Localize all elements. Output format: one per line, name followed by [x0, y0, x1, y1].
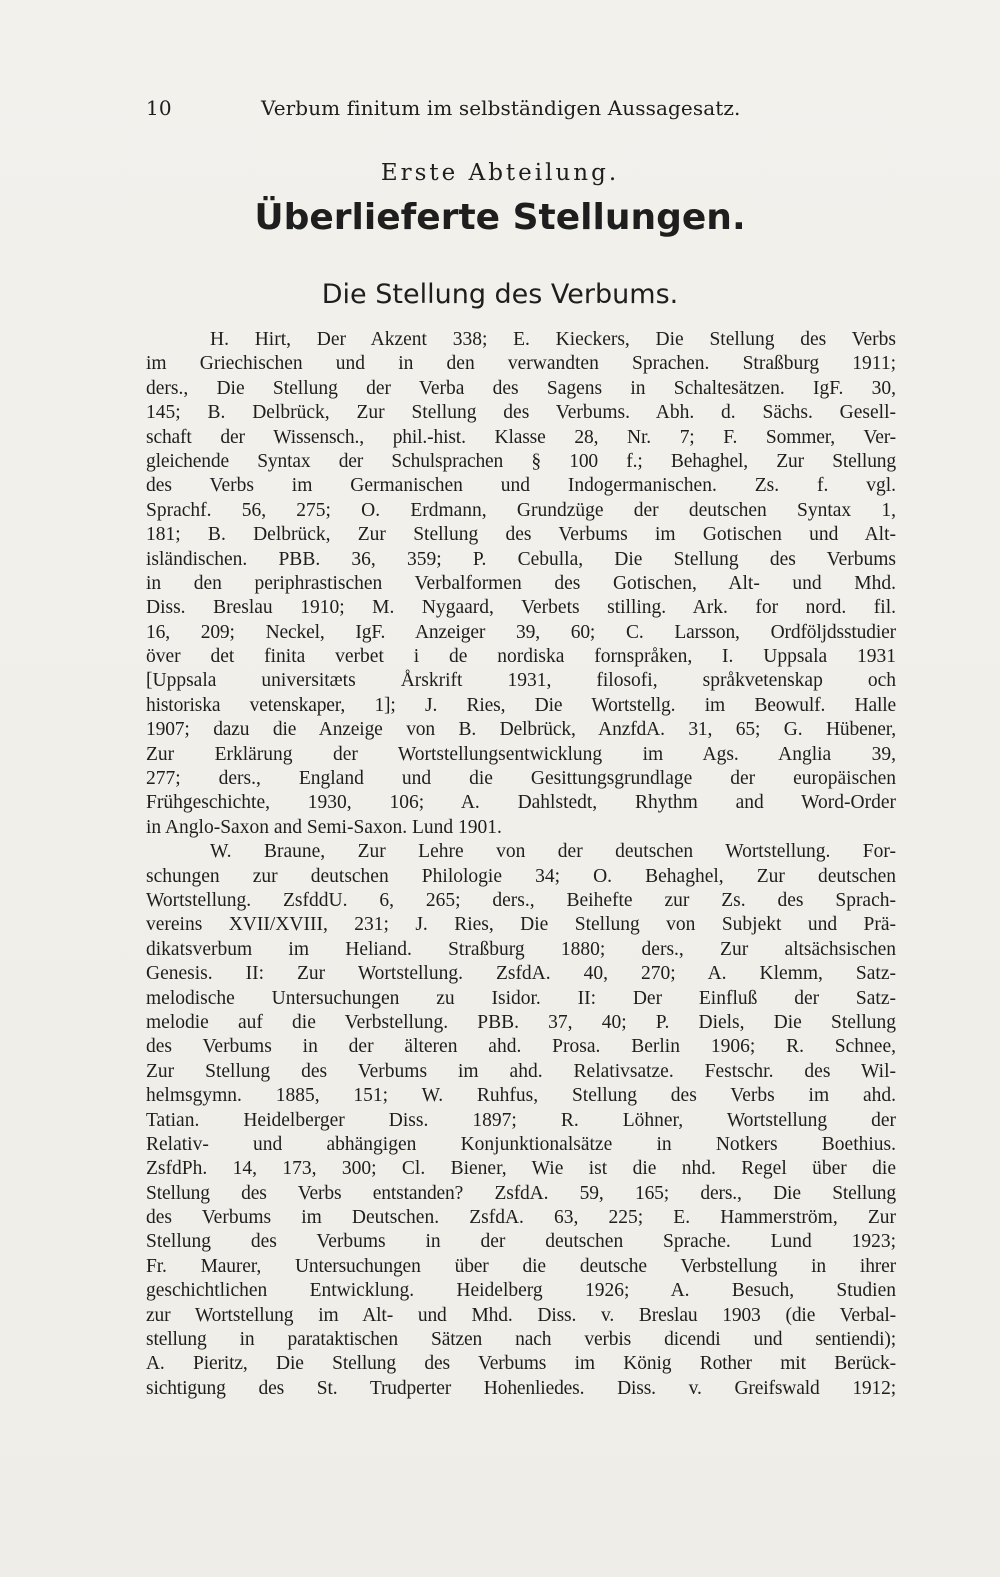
text-line: stellung in parataktischen Sätzen nach verbis dicendi und sentiendi); — [146, 1329, 896, 1351]
text-line: W. Braune, Zur Lehre von der deutschen Wortstellung. For- — [210, 841, 896, 863]
text-line: 181; B. Delbrück, Zur Stellung des Verbums im Gotischen und Alt- — [146, 524, 896, 546]
text-line: Zur Stellung des Verbums im ahd. Relativsatze. Festschr. des Wil- — [146, 1060, 896, 1082]
text-line: över det finita verbet i de nordiska fornspråken, I. Uppsala 1931 — [146, 646, 896, 668]
text-line: 277; ders., England und die Gesittungsgrundlage der europäischen — [146, 768, 896, 790]
text-line: Tatian. Heidelberger Diss. 1897; R. Löhner, Wortstellung der — [146, 1109, 896, 1131]
text-line: isländischen. PBB. 36, 359; P. Cebulla, Die Stellung des Verbums — [146, 548, 896, 570]
text-line: Stellung des Verbs entstanden? ZsfdA. 59, 165; ders., Die Stellung — [146, 1182, 896, 1204]
text-line: gleichende Syntax der Schulsprachen § 100 f.; Behaghel, Zur Stellung — [146, 450, 896, 472]
text-line: Relativ- und abhängigen Konjunktionalsätze in Notkers Boethius. — [146, 1133, 896, 1155]
text-line: in Anglo-Saxon and Semi-Saxon. Lund 1901. — [146, 816, 502, 838]
text-line: Wortstellung. ZsfddU. 6, 265; ders., Beihefte zur Zs. des Sprach- — [146, 889, 896, 911]
chapter-title: Überlieferte Stellungen. — [254, 197, 746, 238]
text-line: 145; B. Delbrück, Zur Stellung des Verbums. Abh. d. Sächs. Gesell- — [146, 402, 896, 424]
text-line: vereins XVII/XVIII, 231; J. Ries, Die Stellung von Subjekt und Prä- — [146, 914, 896, 936]
text-line: H. Hirt, Der Akzent 338; E. Kieckers, Die Stellung des Verbs — [210, 329, 896, 350]
text-line: Zur Erklärung der Wortstellungsentwicklung im Ags. Anglia 39, — [146, 743, 896, 765]
page-number: 10 — [146, 96, 172, 120]
text-line: melodie auf die Verbstellung. PBB. 37, 40; P. Diels, Die Stellung — [146, 1011, 896, 1033]
text-line: in den periphrastischen Verbalformen des Gotischen, Alt- und Mhd. — [146, 572, 896, 594]
paragraph — [146, 840, 896, 1401]
text-line: des Verbums in der älteren ahd. Prosa. Berlin 1906; R. Schnee, — [146, 1036, 896, 1058]
text-line: [Uppsala universitæts Årskrift 1931, filosofi, språkvetenskap och — [146, 670, 896, 692]
text-line: schungen zur deutschen Philologie 34; O. Behaghel, Zur deutschen — [146, 865, 896, 887]
text-line: Stellung des Verbums in der deutschen Sprache. Lund 1923; — [146, 1231, 896, 1253]
paragraph — [146, 328, 896, 840]
text-line: des Verbums im Deutschen. ZsfdA. 63, 225; E. Hammerström, Zur — [146, 1207, 896, 1229]
text-line: zur Wortstellung im Alt- und Mhd. Diss. v. Breslau 1903 (die Verbal- — [146, 1304, 896, 1326]
text-line: 1907; dazu die Anzeige von B. Delbrück, AnzfdA. 31, 65; G. Hübener, — [146, 719, 896, 741]
text-line: A. Pieritz, Die Stellung des Verbums im König Rother mit Berück- — [146, 1353, 896, 1375]
section-label: Erste Abteilung. — [380, 160, 620, 186]
text-line: 16, 209; Neckel, IgF. Anzeiger 39, 60; C. Larsson, Ordföljdsstudier — [146, 621, 896, 643]
text-line: schaft der Wissensch., phil.-hist. Klasse 28, Nr. 7; F. Sommer, Ver- — [146, 426, 896, 448]
text-line: helmsgymn. 1885, 151; W. Ruhfus, Stellung des Verbs im ahd. — [146, 1085, 896, 1107]
text-line: Frühgeschichte, 1930, 106; A. Dahlstedt, Rhythm and Word-Order — [146, 792, 896, 814]
text-line: geschichtlichen Entwicklung. Heidelberg 1926; A. Besuch, Studien — [146, 1280, 896, 1302]
text-line: Sprachf. 56, 275; O. Erdmann, Grundzüge der deutschen Syntax 1, — [146, 499, 896, 521]
bibliography-body — [146, 328, 896, 1401]
text-line: Genesis. II: Zur Wortstellung. ZsfdA. 40, 270; A. Klemm, Satz- — [146, 963, 896, 985]
text-line: sichtigung des St. Trudperter Hohenliedes. Diss. v. Greifswald 1912; — [146, 1377, 896, 1399]
running-header — [146, 94, 786, 122]
text-line: ders., Die Stellung der Verba des Sagens in Schaltesätzen. IgF. 30, — [146, 377, 896, 399]
text-line: des Verbs im Germanischen und Indogermanischen. Zs. f. vgl. — [146, 475, 896, 497]
text-line: melodische Untersuchungen zu Isidor. II: Der Einfluß der Satz- — [146, 987, 896, 1009]
text-line: dikatsverbum im Heliand. Straßburg 1880; ders., Zur altsächsischen — [146, 938, 896, 960]
text-line: ZsfdPh. 14, 173, 300; Cl. Biener, Wie ist die nhd. Regel über die — [146, 1158, 896, 1180]
text-line: im Griechischen und in den verwandten Sprachen. Straßburg 1911; — [146, 353, 896, 375]
text-line: historiska vetenskaper, 1]; J. Ries, Die Wortstellg. im Beowulf. Halle — [146, 694, 896, 716]
running-title: Verbum finitum im selbständigen Aussagesatz. — [261, 96, 741, 120]
text-line: Fr. Maurer, Untersuchungen über die deutsche Verbstellung in ihrer — [146, 1255, 896, 1277]
chapter-subtitle: Die Stellung des Verbums. — [321, 279, 679, 310]
text-line: Diss. Breslau 1910; M. Nygaard, Verbets stilling. Ark. for nord. fil. — [146, 597, 896, 619]
